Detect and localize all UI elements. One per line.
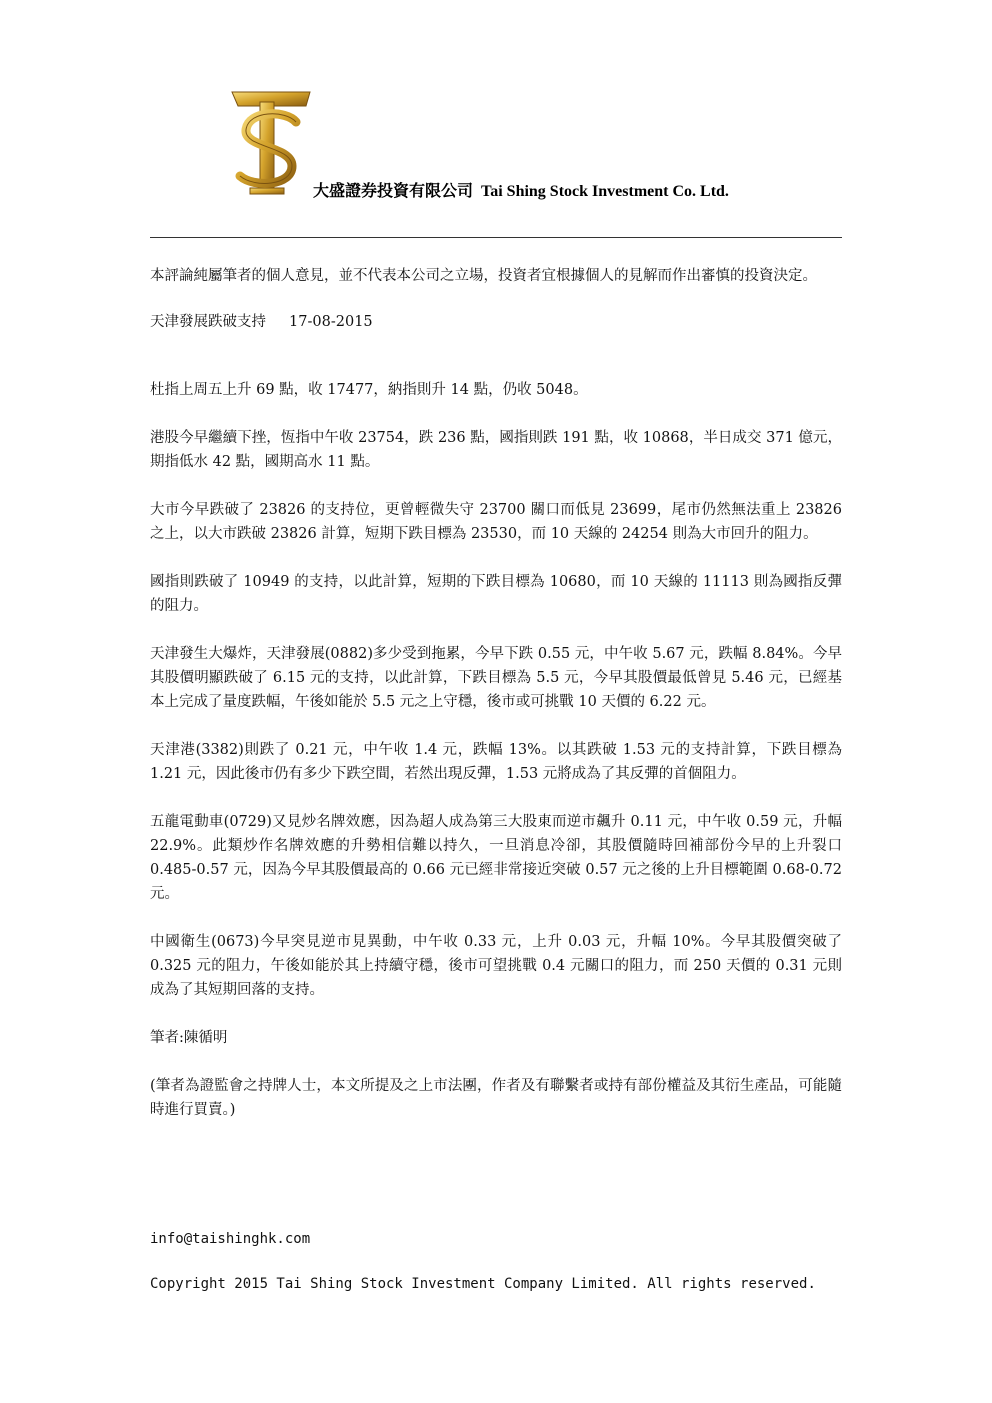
paragraph: 五龍電動車(0729)又見炒名牌效應，因為超人成為第三大股東而逆市飆升 0.11 元，中午收 0.59 元，升幅 22.9%。此類炒作名牌效應的升勢相信難以持久，一旦消息冷卻，其股價隨時回補部份今早的上升裂口 0.485-0.57 元，因為今早其股價最高的 0.66 元已經非常接近突破 0.57 元之後的上升目標範圍 0.68-0.72 元。 [150,814,842,902]
paragraph: 國指則跌破了 10949 的支持，以此計算，短期的下跌目標為 10680，而 10 天線的 11113 則為國指反彈的阻力。 [150,574,842,614]
author: 筆者:陳循明 [150,1030,228,1046]
paragraph: 大市今早跌破了 23826 的支持位，更曾輕微失守 23700 關口而低見 23699，尾市仍然無法重上 23826 之上，以大市跌破 23826 計算，短期下跌目標為 23530，而 10 天線的 24254 則為大市回升的阻力。 [150,502,842,542]
header-divider [150,237,842,238]
paragraph: 港股今早繼續下挫，恆指中午收 23754，跌 236 點，國指則跌 191 點，收 10868，半日成交 371 億元，期指低水 42 點，國期高水 11 點。 [150,430,842,470]
company-name-en: Tai Shing Stock Investment Co. Ltd. [481,183,729,200]
paragraph: 杜指上周五上升 69 點，收 17477，納指則升 14 點，仍收 5048。 [150,382,588,398]
paragraph: 天津港(3382)則跌了 0.21 元，中午收 1.4 元，跌幅 13%。以其跌破 1.53 元的支持計算，下跌目標為 1.21 元，因此後市仍有多少下跌空間，若然出現反彈，1.53 元將成為了其反彈的首個阻力。 [150,742,842,782]
article-body [150,264,842,1122]
company-logo [226,88,312,198]
contact-email: info@taishinghk.com [150,1231,311,1247]
paragraph: 天津發生大爆炸，天津發展(0882)多少受到拖累，今早下跌 0.55 元，中午收 5.67 元，跌幅 8.84%。今早其股價明顯跌破了 6.15 元的支持，以此計算，下跌目標為 5.5 元，今早其股價最低曾見 5.46 元，已經基本上完成了量度跌幅，午後如能於 5.5 元之上守穩，後市或可挑戰 10 天價的 6.22 元。 [150,646,842,710]
article-date: 17-08-2015 [289,314,373,330]
article-title: 天津發展跌破支持 [150,314,266,330]
company-name-zh: 大盛證券投資有限公司 [313,183,474,200]
article-heading [150,310,842,334]
author-note: (筆者為證監會之持牌人士，本文所提及之上市法團，作者及有聯繫者或持有部份權益及其衍生產品，可能隨時進行買賣。) [150,1078,842,1118]
disclaimer: 本評論純屬筆者的個人意見，並不代表本公司之立場，投資者宜根據個人的見解而作出審慎的投資決定。 [150,268,817,284]
copyright-notice: Copyright 2015 Tai Shing Stock Investment Company Limited. All rights reserved. [150,1276,816,1292]
paragraph: 中國衛生(0673)今早突見逆市見異動，中午收 0.33 元，上升 0.03 元，升幅 10%。今早其股價突破了 0.325 元的阻力，午後如能於其上持續守穩，後市可望挑戰 0.4 元關口的阻力，而 250 天價的 0.31 元則成為了其短期回落的支持。 [150,934,842,998]
company-name [313,178,729,201]
